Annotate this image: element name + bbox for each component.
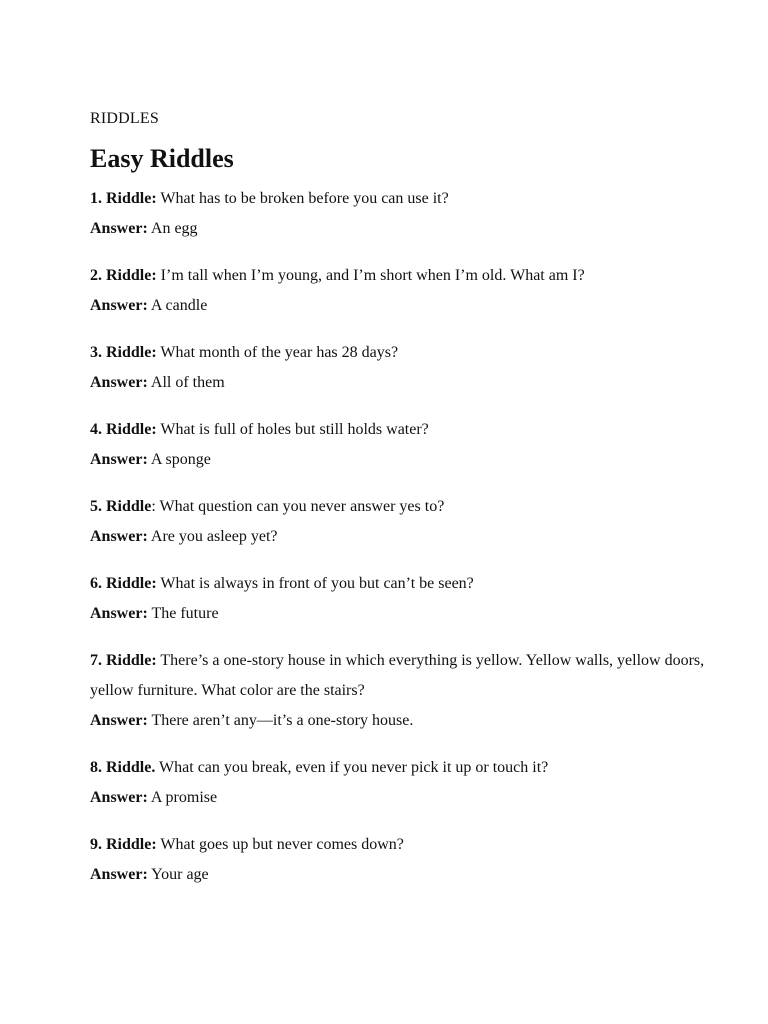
riddle-label: 5. Riddle bbox=[90, 498, 152, 515]
riddle-text: What is full of holes but still holds water? bbox=[156, 421, 429, 438]
riddle-label: 9. Riddle: bbox=[90, 836, 157, 853]
riddle-question bbox=[90, 184, 730, 214]
answer-text: Your age bbox=[147, 866, 209, 883]
answer-label: Answer: bbox=[90, 451, 148, 468]
answer-label: Answer: bbox=[90, 712, 148, 729]
answer-text: A sponge bbox=[147, 451, 211, 468]
riddle-list bbox=[90, 184, 730, 890]
answer-text: A promise bbox=[147, 789, 218, 806]
riddle-item bbox=[90, 184, 730, 244]
riddle-text: What has to be broken before you can use it? bbox=[156, 190, 449, 207]
riddle-answer bbox=[90, 706, 730, 736]
riddle-question bbox=[90, 261, 730, 291]
answer-label: Answer: bbox=[90, 605, 148, 622]
riddle-item bbox=[90, 646, 730, 736]
riddle-label: 4. Riddle: bbox=[90, 421, 157, 438]
riddle-text: What goes up but never comes down? bbox=[156, 836, 404, 853]
riddle-item bbox=[90, 753, 730, 813]
answer-text: All of them bbox=[147, 374, 225, 391]
riddle-question bbox=[90, 338, 730, 368]
riddle-item bbox=[90, 830, 730, 890]
riddle-question bbox=[90, 753, 730, 783]
riddle-text: What month of the year has 28 days? bbox=[156, 344, 399, 361]
riddle-answer bbox=[90, 599, 730, 629]
riddle-answer bbox=[90, 783, 730, 813]
answer-label: Answer: bbox=[90, 866, 148, 883]
riddle-label: 2. Riddle: bbox=[90, 267, 157, 284]
riddle-answer bbox=[90, 445, 730, 475]
answer-label: Answer: bbox=[90, 374, 148, 391]
answer-text: An egg bbox=[147, 220, 198, 237]
riddle-item bbox=[90, 492, 730, 552]
document-kicker: RIDDLES bbox=[90, 110, 159, 127]
answer-text: There aren’t any—it’s a one-story house. bbox=[147, 712, 414, 729]
document-page bbox=[90, 108, 730, 907]
riddle-text: There’s a one-story house in which everything is yellow. Yellow walls, yellow doors, yellow furniture. What color are the stairs? bbox=[90, 652, 705, 699]
riddle-question bbox=[90, 646, 730, 706]
riddle-answer bbox=[90, 860, 730, 890]
riddle-item bbox=[90, 338, 730, 398]
answer-label: Answer: bbox=[90, 789, 148, 806]
riddle-answer bbox=[90, 291, 730, 321]
answer-label: Answer: bbox=[90, 220, 148, 237]
riddle-label: 8. Riddle. bbox=[90, 759, 156, 776]
riddle-label: 3. Riddle: bbox=[90, 344, 157, 361]
riddle-answer bbox=[90, 214, 730, 244]
riddle-text: What can you break, even if you never pick it up or touch it? bbox=[155, 759, 549, 776]
riddle-question bbox=[90, 492, 730, 522]
answer-label: Answer: bbox=[90, 297, 148, 314]
riddle-question bbox=[90, 415, 730, 445]
page-title: Easy Riddles bbox=[90, 144, 234, 173]
riddle-item bbox=[90, 415, 730, 475]
riddle-item bbox=[90, 569, 730, 629]
riddle-question bbox=[90, 569, 730, 599]
answer-text: A candle bbox=[147, 297, 208, 314]
riddle-answer bbox=[90, 522, 730, 552]
riddle-text: What is always in front of you but can’t be seen? bbox=[156, 575, 474, 592]
riddle-answer bbox=[90, 368, 730, 398]
riddle-label: 7. Riddle: bbox=[90, 652, 157, 669]
answer-label: Answer: bbox=[90, 528, 148, 545]
answer-text: The future bbox=[147, 605, 219, 622]
riddle-item bbox=[90, 261, 730, 321]
answer-text: Are you asleep yet? bbox=[147, 528, 278, 545]
riddle-text: I’m tall when I’m young, and I’m short when I’m old. What am I? bbox=[156, 267, 585, 284]
riddle-label: 1. Riddle: bbox=[90, 190, 157, 207]
riddle-question bbox=[90, 830, 730, 860]
riddle-label: 6. Riddle: bbox=[90, 575, 157, 592]
riddle-text: : What question can you never answer yes to? bbox=[151, 498, 445, 515]
